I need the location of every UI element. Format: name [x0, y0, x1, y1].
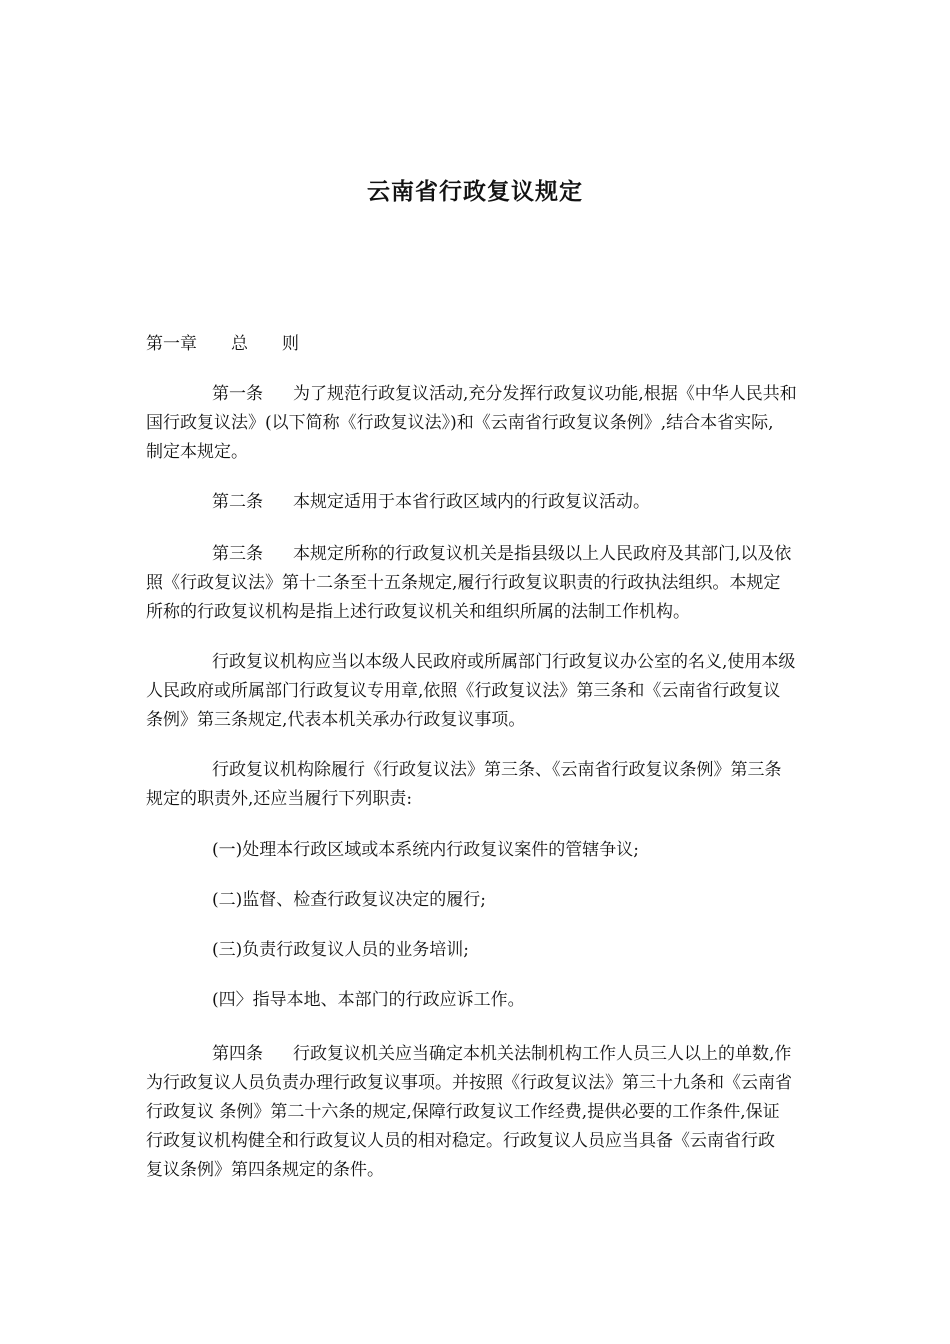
- paragraph-line: 规定的职责外,还应当履行下列职责:: [146, 789, 413, 809]
- chapter-heading: 第一章 总 则: [146, 334, 299, 354]
- paragraph-line: 第四条 行政复议机关应当确定本机关法制机构工作人员三人以上的单数,作: [146, 1040, 876, 1069]
- paragraph-line: 为行政复议人员负责办理行政复议事项。并按照《行政复议法》第三十九条和《云南省: [146, 1073, 792, 1093]
- paragraph-line: 第一条 为了规范行政复议活动,充分发挥行政复议功能,根据《中华人民共和: [146, 380, 876, 409]
- paragraph-line: 行政复议机构除履行《行政复议法》第三条、《云南省行政复议条例》第三条: [212, 760, 782, 780]
- document-title: 云南省行政复议规定: [367, 179, 583, 205]
- duty-item-1: [146, 836, 876, 865]
- paragraph-line: 条例》第三条规定,代表本机关承办行政复议事项。: [146, 710, 526, 730]
- article-label: 第三条: [212, 544, 263, 564]
- paragraph-line: 所称的行政复议机构是指上述行政复议机关和组织所属的法制工作机构。: [146, 602, 690, 622]
- duty-item-4: [146, 986, 876, 1015]
- article-3-paragraph: [146, 540, 876, 627]
- paragraph-line: 人民政府或所属部门行政复议专用章,依照《行政复议法》第三条和《云南省行政复议: [146, 681, 781, 701]
- paragraph-line: 第三条 本规定所称的行政复议机关是指县级以上人民政府及其部门,以及依: [146, 540, 876, 569]
- article-label: 第二条: [212, 492, 263, 512]
- article-2-paragraph: [146, 488, 876, 517]
- paragraph-line: 行政复议机构应当以本级人民政府或所属部门行政复议办公室的名义,使用本级: [212, 652, 796, 672]
- article-3-paragraph-2: [146, 648, 876, 735]
- article-label: 第一条: [212, 384, 263, 404]
- duty-item-2: [146, 886, 876, 915]
- paragraph-line: 第二条 本规定适用于本省行政区域内的行政复议活动。: [146, 488, 876, 517]
- paragraph-line: 行政复议 条例》第二十六条的规定,保障行政复议工作经费,提供必要的工作条件,保证: [146, 1102, 780, 1122]
- paragraph-line: 复议条例》第四条规定的条件。: [146, 1160, 384, 1180]
- duty-item-3: [146, 936, 876, 965]
- paragraph-line: 制定本规定。: [146, 442, 248, 462]
- article-3-paragraph-3: [146, 756, 876, 814]
- paragraph-line: 照《行政复议法》第十二条至十五条规定,履行行政复议职责的行政执法组织。本规定: [146, 573, 781, 593]
- article-1-paragraph: [146, 380, 876, 467]
- paragraph-line: (一)处理本行政区域或本系统内行政复议案件的管辖争议;: [212, 840, 639, 860]
- paragraph-line: (四〉指导本地、本部门的行政应诉工作。: [212, 990, 525, 1010]
- article-4-paragraph: [146, 1040, 876, 1185]
- paragraph-line: (二)监督、检查行政复议决定的履行;: [212, 890, 486, 910]
- paragraph-line: 行政复议机构健全和行政复议人员的相对稳定。行政复议人员应当具备《云南省行政: [146, 1131, 775, 1151]
- paragraph-line: 国行政复议法》(以下简称《行政复议法》)和《云南省行政复议条例》,结合本省实际,: [146, 413, 774, 433]
- paragraph-line: (三)负责行政复议人员的业务培训;: [212, 940, 469, 960]
- article-label: 第四条: [212, 1044, 263, 1064]
